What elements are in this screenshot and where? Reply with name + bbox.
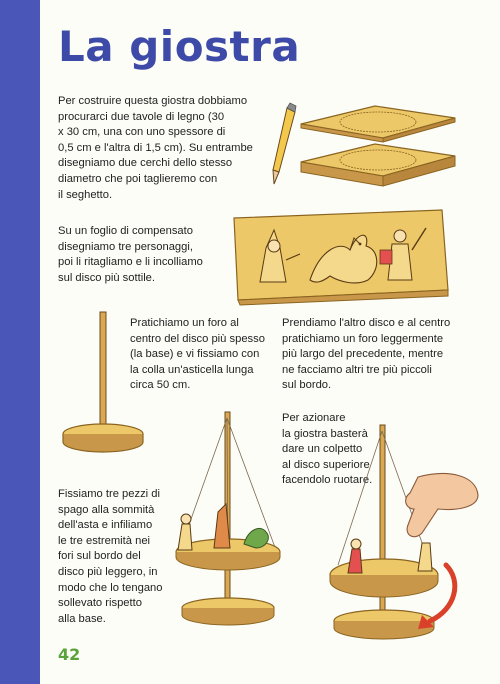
carousel-figures-icon [178,504,268,550]
board-thick-icon [301,144,455,186]
plywood-characters-illustration [230,210,450,305]
boards-illustration [265,100,465,200]
assembled-carousel-illustration [168,412,288,632]
base-with-stick-illustration [58,310,158,460]
page-title: La giostra [58,22,301,71]
hand-icon [406,474,478,537]
paragraph-top-disc: Prendiamo l'altro disco e al centro pratichiamo un foro leggermente più largo del precedente, mentre ne facciamo altri tre più piccoli sul bordo. [282,317,451,392]
paragraph-boards: Per costruire questa giostra dobbiamo procurarci due tavole di legno (30 x 30 cm, una con uno spessore di 0,5 cm e l'altra di 1,5 cm). Su entrambe disegniamo due cerchi dello stesso diametro che poi taglieremo con il seghetto. [58,95,253,201]
board-thin-icon [301,106,455,142]
page-number: 42 [58,645,81,664]
paragraph-characters: Su un foglio di compensato disegniamo tre personaggi, poi li ritagliamo e li incolliamo sul disco più sottile. [58,225,203,284]
paragraph-spin: Per azionare la giostra basterà dare un colpetto al disco superiore facendolo ruotare. [282,412,373,487]
paragraph-base: Pratichiamo un foro al centro del disco più spesso (la base) e vi fissiamo con la colla un'asticella lunga circa 50 cm. [130,317,265,392]
spinning-carousel-illustration [318,425,478,640]
side-color-band [0,0,40,684]
pencil-icon [273,103,296,184]
paragraph-strings: Fissiamo tre pezzi di spago alla sommità dell'asta e infiliamo le tre estremità nei fori sul bordo del disco più leggero, in modo che lo tengano sollevato rispetto alla base. [58,488,163,625]
